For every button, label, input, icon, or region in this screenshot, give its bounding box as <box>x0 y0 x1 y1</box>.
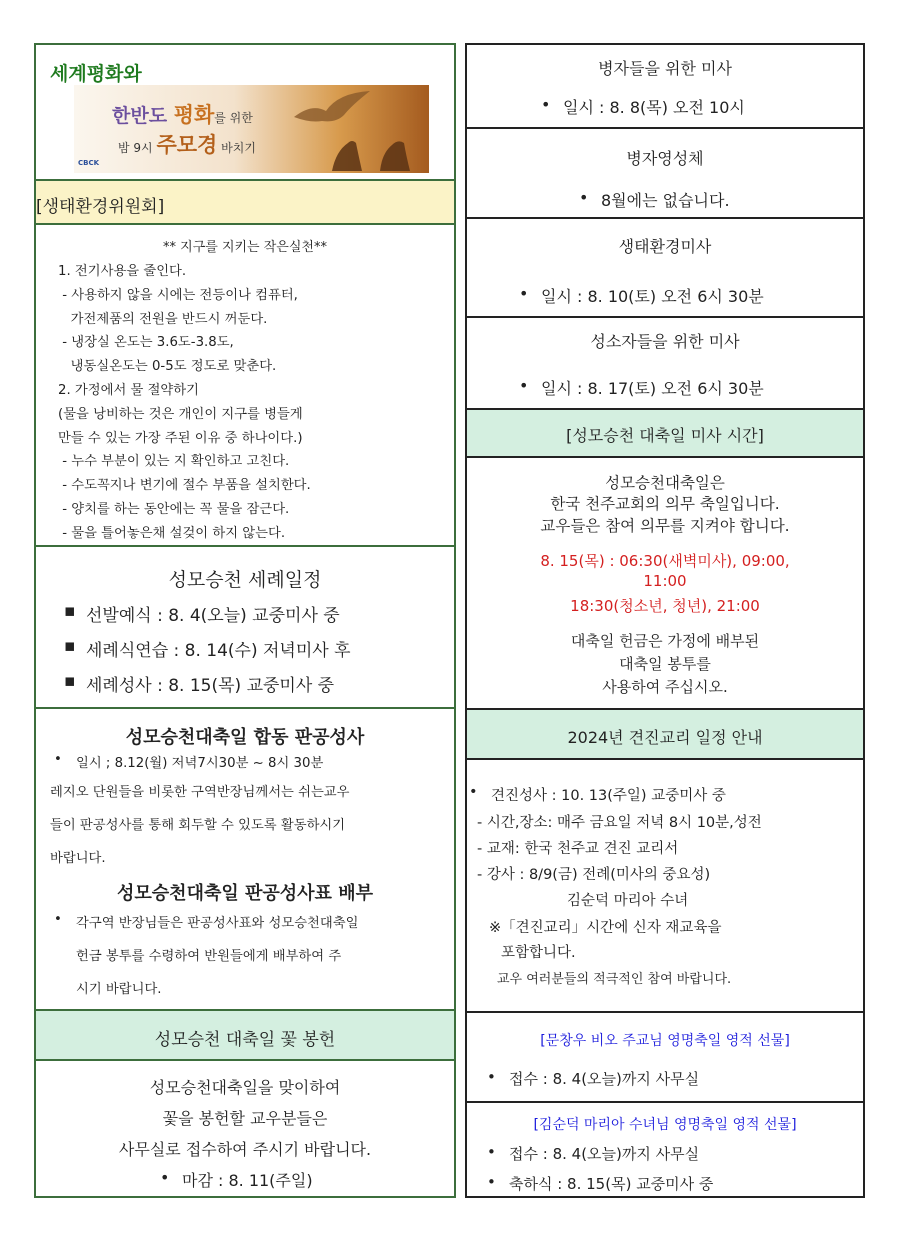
eco-practice-line: - 수도꼭지나 변기에 절수 부품을 설치한다. <box>58 478 311 494</box>
confirmation-line: ※「견진교리」시간에 신자 재교육을 <box>489 920 722 936</box>
flower-line: 사무실로 접수하여 주시기 바랍니다. <box>118 1140 372 1159</box>
confession-card-title: 성모승천대축일 판공성사표 배부 <box>117 883 373 904</box>
confession-body-line: 레지오 단원들을 비롯한 구역반장님께서는 쉬는교우 <box>50 785 350 800</box>
right-column <box>465 43 865 1198</box>
cbck-logo: CBCK <box>78 159 100 167</box>
eco-committee-header-text: [생태환경위원회] <box>36 197 165 217</box>
sick-mass-item: • 일시 : 8. 8(목) 오전 10시 <box>563 95 745 118</box>
confession-section <box>36 707 454 1009</box>
flower-deadline: • 마감 : 8. 11(주일) <box>182 1168 313 1191</box>
eco-practice-line: - 사용하지 않을 시에는 전등이나 컴퓨터, <box>58 287 298 303</box>
flower-offering-section <box>36 1059 454 1196</box>
assumption-intro: 교우들은 참여 의무를 지켜야 합니다. <box>540 517 790 535</box>
vocation-mass-item: • 일시 : 8. 17(토) 오전 6시 30분 <box>541 376 764 399</box>
confirmation-line: 교우 여러분들의 적극적인 참여 바랍니다. <box>497 972 732 987</box>
vocation-mass-section <box>467 316 863 408</box>
assumption-mass-header <box>467 408 863 456</box>
confirmation-line: • 견진성사 : 10. 13(주일) 교중미사 중 <box>491 784 726 805</box>
confirmation-line: 김순덕 마리아 수녀 <box>567 893 689 909</box>
confirmation-line: - 시간,장소: 매주 금요일 저녁 8시 10분,성전 <box>477 815 762 831</box>
eco-practice-line: - 냉장실 온도는 3.6도-3.8도, <box>58 335 234 351</box>
confirmation-line: - 강사 : 8/9(금) 전례(미사의 중요성) <box>477 867 711 883</box>
peace-prayer-section <box>36 45 454 179</box>
baptism-item: ▪ 선발예식 : 8. 4(오늘) 교중미사 중 <box>86 601 340 626</box>
confirmation-line: 포함합니다. <box>501 945 576 961</box>
assumption-note: 사용하여 주십시오. <box>602 678 728 696</box>
hands-icon <box>322 125 422 171</box>
eco-mass-item: • 일시 : 8. 10(토) 오전 6시 30분 <box>541 284 764 307</box>
confession-date: • 일시 ; 8.12(월) 저녁7시30분 ~ 8시 30분 <box>76 752 323 771</box>
assumption-note: 대축일 헌금은 가정에 배부된 <box>570 632 760 650</box>
confirmation-header-text: 2024년 견진교리 일정 안내 <box>567 728 763 747</box>
eco-practice-title: ** 지구를 지키는 작은실천** <box>163 240 327 255</box>
confirmation-header <box>467 708 863 758</box>
vocation-mass-title: 성소자들을 위한 미사 <box>590 332 740 351</box>
eco-practice-line: 2. 가정에서 물 절약하기 <box>58 382 199 398</box>
eco-practice-line: (물을 낭비하는 것은 개인이 지구를 병들게 <box>58 406 303 422</box>
confirmation-line: - 교재: 한국 천주교 견진 교리서 <box>477 841 679 857</box>
baptism-schedule-section <box>36 545 454 707</box>
confession-body-line: 들이 판공성사를 통해 회두할 수 있도록 활동하시기 <box>50 818 346 833</box>
sister-gift-item: • 접수 : 8. 4(오늘)까지 사무실 <box>509 1143 699 1164</box>
baptism-title: 성모승천 세례일정 <box>168 569 322 591</box>
bishop-gift-section <box>467 1011 863 1101</box>
confirmation-section <box>467 758 863 1011</box>
baptism-item: ▪ 세례성사 : 8. 15(목) 교중미사 중 <box>86 671 334 696</box>
sick-mass-section <box>467 45 863 127</box>
eco-practice-line: - 누수 부분이 있는 지 확인하고 고친다. <box>58 454 290 470</box>
assumption-times: 18:30(청소년, 청년), 21:00 <box>570 597 760 615</box>
flower-line: 꽃을 봉헌할 교우분들은 <box>162 1109 328 1128</box>
assumption-note: 대축일 봉투를 <box>619 655 711 673</box>
sick-communion-title: 병자영성체 <box>626 149 704 168</box>
assumption-mass-header-text: [성모승천 대축일 미사 시간] <box>566 426 764 445</box>
sister-gift-item: • 축하식 : 8. 15(목) 교중미사 중 <box>509 1173 713 1194</box>
eco-mass-title: 생태환경미사 <box>618 237 712 256</box>
assumption-intro: 성모승천대축일은 <box>605 474 725 492</box>
peace-title: 세계평화와 <box>50 63 142 85</box>
banner-line2: 밤 9시 주모경 바치기 <box>118 133 256 157</box>
banner-line1: 한반도 평화를 위한 <box>112 103 253 127</box>
sister-gift-section <box>467 1101 863 1198</box>
flower-offering-header-text: 성모승천 대축일 꽃 봉헌 <box>154 1030 336 1050</box>
eco-practice-line: 냉동실온도는 0-5도 정도로 맞춘다. <box>58 359 277 375</box>
sister-gift-title: [김순덕 마리아 수녀님 영명축일 영적 선물] <box>533 1117 797 1133</box>
eco-practice-section <box>36 223 454 545</box>
eco-mass-section <box>467 217 863 316</box>
flower-offering-header <box>36 1009 454 1059</box>
eco-practice-list <box>58 260 311 546</box>
eco-practice-line: - 물을 틀어놓은채 설겆이 하지 않는다. <box>58 525 286 541</box>
sick-communion-section <box>467 127 863 217</box>
assumption-times: 11:00 <box>643 572 687 590</box>
left-column <box>34 43 456 1198</box>
peace-prayer-banner <box>74 85 429 173</box>
assumption-intro: 한국 천주교회의 의무 축일입니다. <box>550 495 780 513</box>
eco-practice-line: 1. 전기사용을 줄인다. <box>58 264 187 279</box>
eco-practice-line: 만들 수 있는 가장 주된 이유 중 하나이다.) <box>58 430 303 446</box>
bishop-gift-item: • 접수 : 8. 4(오늘)까지 사무실 <box>509 1068 699 1089</box>
confession-title: 성모승천대축일 합동 판공성사 <box>125 727 365 748</box>
assumption-mass-section <box>467 456 863 708</box>
confession-body-line: 바랍니다. <box>50 851 106 866</box>
confession-card-line: 헌금 봉투를 수령하여 반원들에게 배부하여 주 <box>76 949 342 964</box>
eco-practice-line: 가전제품의 전원을 반드시 꺼둔다. <box>58 311 268 327</box>
eco-practice-line: - 양치를 하는 동안에는 꼭 물을 잠근다. <box>58 501 290 517</box>
confession-card-line: 시기 바랍니다. <box>76 982 162 997</box>
flower-line: 성모승천대축일을 맞이하여 <box>149 1078 341 1097</box>
confession-card-line: • 각구역 반장님들은 판공성사표와 성모승천대축일 <box>76 912 358 931</box>
sick-mass-title: 병자들을 위한 미사 <box>598 59 732 78</box>
baptism-item: ▪ 세례식연습 : 8. 14(수) 저녁미사 후 <box>86 636 351 661</box>
assumption-times: 8. 15(목) : 06:30(새벽미사), 09:00, <box>540 552 790 570</box>
sick-communion-item: • 8월에는 없습니다. <box>601 188 730 211</box>
eco-committee-header <box>36 179 454 223</box>
bishop-gift-title: [문창우 비오 주교님 영명축일 영적 선물] <box>540 1033 790 1049</box>
